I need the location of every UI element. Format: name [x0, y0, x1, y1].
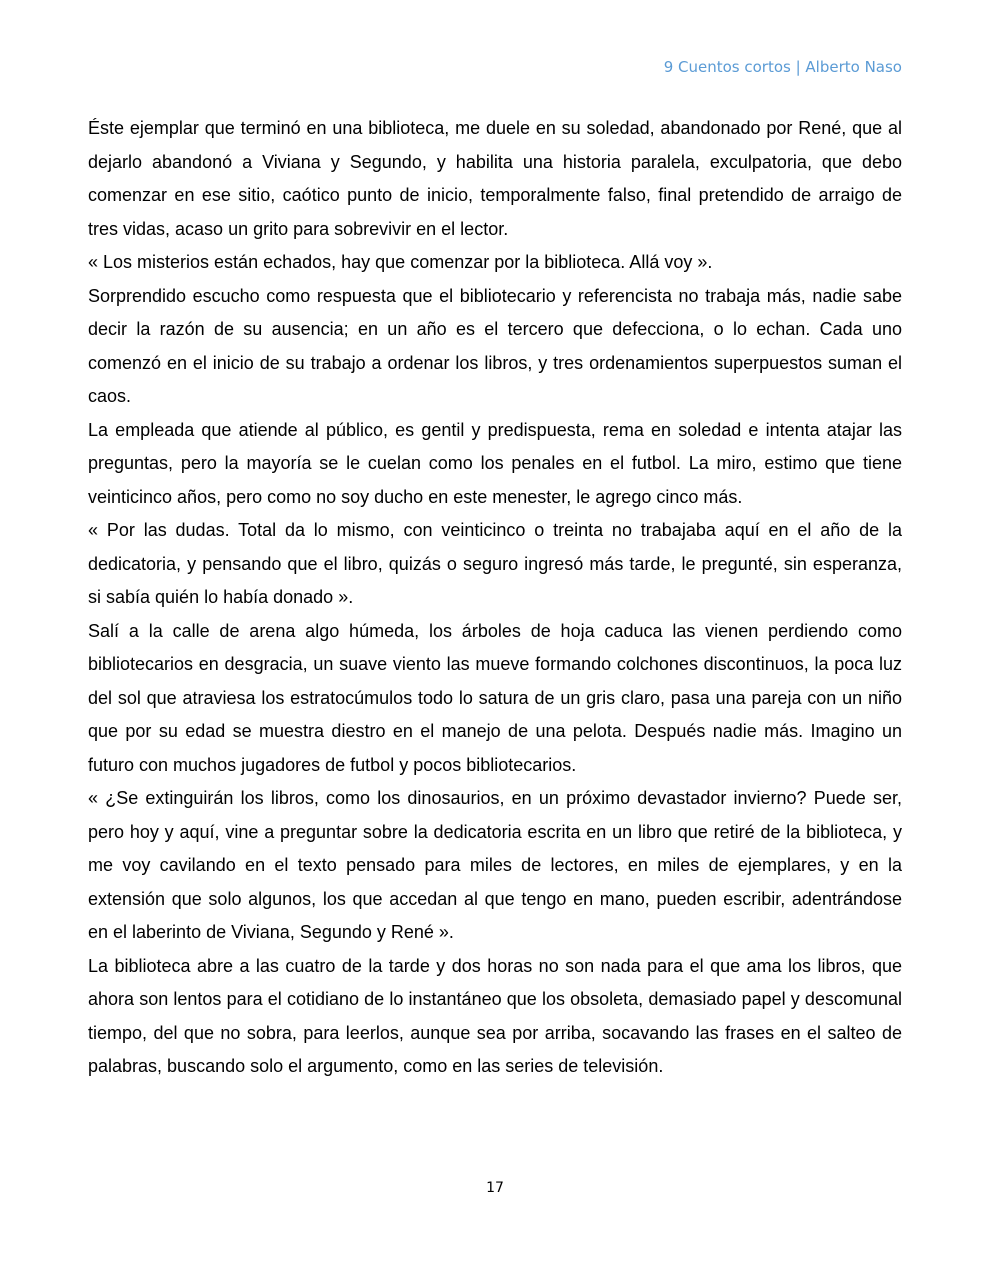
paragraph: Salí a la calle de arena algo húmeda, los árboles de hoja caduca las vienen perdiendo como bibliotecarios en desgracia, un suave viento las mueve formando colchones discontinuos, la poca luz del sol que atraviesa los estratocúmulos todo lo satura de un gris claro, pasa una pareja con un niño que por su edad se muestra diestro en el manejo de una pelota. Después nadie más. Imagino un futuro con muchos jugadores de futbol y pocos bibliotecarios.: [88, 620, 902, 775]
paragraph: « Por las dudas. Total da lo mismo, con veinticinco o treinta no trabajaba aquí en el año de la dedicatoria, y pensando que el libro, quizás o seguro ingresó más tarde, le pregunté, sin esperanza, si sabía quién lo había donado ».: [88, 520, 902, 607]
body-text: [88, 112, 902, 1084]
page-number: 17: [486, 1180, 504, 1196]
running-header: 9 Cuentos cortos | Alberto Naso: [663, 58, 902, 76]
paragraph: La biblioteca abre a las cuatro de la tarde y dos horas no son nada para el que ama los libros, que ahora son lentos para el cotidiano de lo instantáneo que los obsoleta, demasiado papel y descomunal tiempo, del que no sobra, para leerlos, aunque sea por arriba, socavando las frases en el salteo de palabras, buscando solo el argumento, como en las series de televisión.: [88, 955, 902, 1076]
paragraph: « ¿Se extinguirán los libros, como los dinosaurios, en un próximo devastador invierno? Puede ser, pero hoy y aquí, vine a preguntar sobre la dedicatoria escrita en un libro que retiré de la biblioteca, y me voy cavilando en el texto pensado para miles de lectores, en miles de ejemplares, y en la extensión que solo algunos, los que accedan al que tengo en mano, pueden escribir, adentrándose en el laberinto de Viviana, Segundo y René ».: [88, 788, 902, 942]
paragraph: « Los misterios están echados, hay que comenzar por la biblioteca. Allá voy ».: [88, 252, 713, 272]
paragraph: Sorprendido escucho como respuesta que el bibliotecario y referencista no trabaja más, nadie sabe decir la razón de su ausencia; en un año es el tercero que defecciona, o lo echan. Cada uno comenzó en el inicio de su trabajo a ordenar los libros, y tres ordenamientos superpuestos suman el caos.: [88, 285, 902, 406]
paragraph: Éste ejemplar que terminó en una biblioteca, me duele en su soledad, abandonado por René, que al dejarlo abandonó a Viviana y Segundo, y habilita una historia paralela, exculpatoria, que debo comenzar en ese sitio, caótico punto de inicio, temporalmente falso, final pretendido de arraigo de tres vidas, acaso un grito para sobrevivir en el lector.: [88, 118, 902, 239]
paragraph: La empleada que atiende al público, es gentil y predispuesta, rema en soledad e intenta atajar las preguntas, pero la mayoría se le cuelan como los penales en el futbol. La miro, estimo que tiene veinticinco años, pero como no soy ducho en este menester, le agrego cinco más.: [88, 419, 902, 507]
